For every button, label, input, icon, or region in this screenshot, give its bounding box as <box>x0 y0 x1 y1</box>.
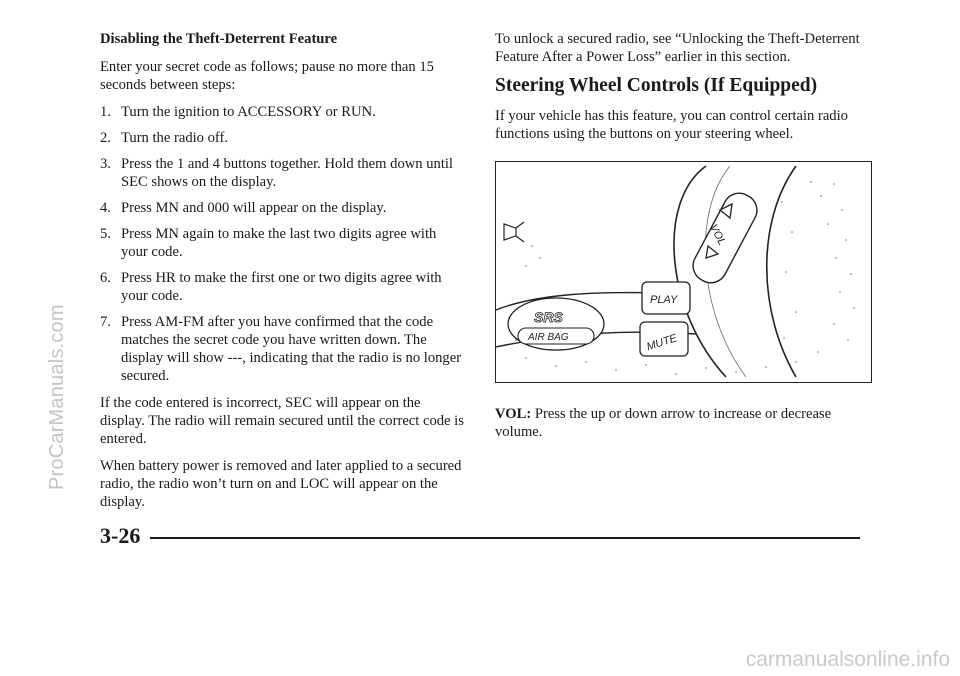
step-number: 7. <box>100 314 111 330</box>
list-item <box>100 313 465 385</box>
watermark-vertical: ProCarManuals.com <box>46 304 68 490</box>
list-item <box>100 103 465 121</box>
step-text: Press MN and 000 will appear on the display. <box>121 200 387 216</box>
step-number: 1. <box>100 104 111 120</box>
step-text: Press MN again to make the last two digits agree with your code. <box>121 226 437 260</box>
list-item <box>100 225 465 261</box>
horn-icon <box>504 222 524 242</box>
intro-paragraph: Enter your secret code as follows; pause no more than 15 seconds between steps: <box>100 59 434 93</box>
volume-rocker-button <box>687 188 762 289</box>
footer-rule <box>100 537 860 539</box>
srs-label: SRS <box>534 309 563 325</box>
vol-label: VOL <box>707 222 728 248</box>
list-item <box>100 269 465 305</box>
step-number: 4. <box>100 200 111 216</box>
mute-button-illustration <box>640 322 688 356</box>
steering-wheel-drawing <box>496 162 871 382</box>
play-label: PLAY <box>650 294 678 306</box>
unlock-paragraph: To unlock a secured radio, see “Unlocking the Theft-Deterrent Feature After a Power Loss” earlier in this section. <box>495 31 860 65</box>
list-item <box>100 155 465 191</box>
step-number: 5. <box>100 226 111 242</box>
page-number: 3-26 <box>100 523 150 549</box>
step-text: Turn the radio off. <box>121 130 229 146</box>
incorrect-code-paragraph: If the code entered is incorrect, SEC will appear on the display. The radio will remain secured until the correct code is entered. <box>100 395 464 447</box>
play-button-illustration <box>642 282 690 314</box>
step-text: Press AM-FM after you have confirmed that the code matches the secret code you have written down. The display will show ---, indicating that the radio is no longer secured. <box>121 314 462 384</box>
list-item <box>100 129 465 147</box>
section-heading-disabling: Disabling the Theft-Deterrent Feature <box>100 31 338 47</box>
steering-intro-paragraph: If your vehicle has this feature, you can control certain radio functions using the buttons on your steering wheel. <box>495 108 848 142</box>
airbag-emblem <box>508 298 604 350</box>
vol-description <box>495 405 870 441</box>
steering-wheel-illustration <box>495 161 872 383</box>
right-column <box>495 30 870 450</box>
site-watermark: carmanualsonline.info <box>745 648 950 671</box>
step-number: 2. <box>100 130 111 146</box>
step-number: 3. <box>100 156 111 172</box>
list-item <box>100 199 465 217</box>
battery-paragraph: When battery power is removed and later applied to a secured radio, the radio won’t turn on and LOC will appear on the display. <box>100 458 462 510</box>
step-text: Press the 1 and 4 buttons together. Hold them down until SEC shows on the display. <box>121 156 453 190</box>
section-heading-steering: Steering Wheel Controls (If Equipped) <box>495 75 818 96</box>
vol-desc: Press the up or down arrow to increase or decrease volume. <box>495 406 832 440</box>
airbag-label: AIR BAG <box>528 332 569 343</box>
step-number: 6. <box>100 270 111 286</box>
steps-list <box>100 103 465 385</box>
step-text: Turn the ignition to ACCESSORY or RUN. <box>121 104 376 120</box>
left-column <box>100 30 465 520</box>
vol-term: VOL: <box>495 406 532 422</box>
mute-label: MUTE <box>645 332 679 354</box>
step-text: Press HR to make the first one or two digits agree with your code. <box>121 270 442 304</box>
